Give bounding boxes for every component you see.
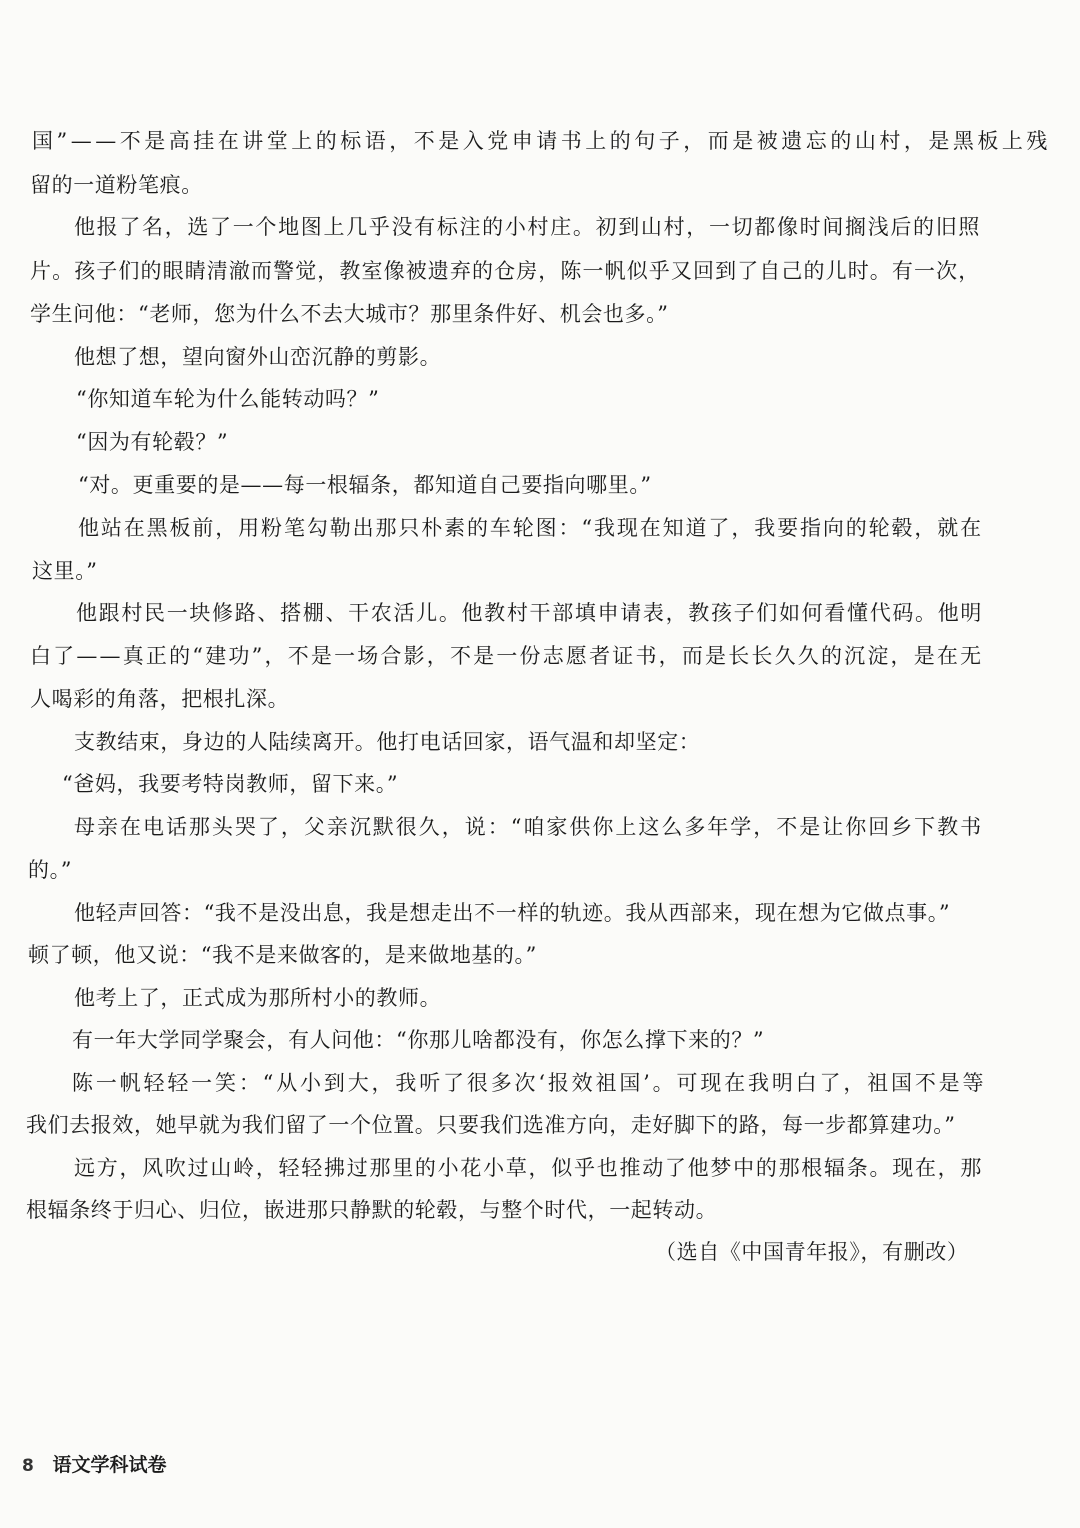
text-line: 他报了名，选了一个地图上几乎没有标注的小村庄。初到山村，一切都像时间搁浅后的旧照 <box>74 215 982 239</box>
page-footer <box>22 1453 166 1478</box>
text-line: “爸妈，我要考特岗教师，留下来。” <box>62 772 399 796</box>
text-line: 人喝彩的角落，把根扎深。 <box>30 687 290 711</box>
text-line: 白了——真正的“建功”，不是一场合影，不是一份志愿者证书，而是长长久久的沉淀，是在无 <box>30 644 984 668</box>
text-line: 的。” <box>28 858 73 882</box>
text-line: 国”——不是高挂在讲堂上的标语，不是入党申请书上的句子，而是被遗忘的山村，是黑板上残 <box>32 129 1051 153</box>
text-line: “对。更重要的是——每一根辐条，都知道自己要指向哪里。” <box>78 473 652 497</box>
text-line: 这里。” <box>32 559 98 583</box>
text-line: 远方，风吹过山岭，轻轻拂过那里的小花小草，似乎也推动了他梦中的那根辐条。现在，那 <box>74 1156 984 1180</box>
text-line: 片。孩子们的眼睛清澈而警觉，教室像被遗弃的仓房，陈一帆似乎又回到了自己的儿时。有一次， <box>30 259 981 283</box>
text-line: 他跟村民一块修路、搭棚、干农活儿。他教村干部填申请表，教孩子们如何看懂代码。他明 <box>76 601 984 625</box>
text-line: 他站在黑板前，用粉笔勾勒出那只朴素的车轮图：“我现在知道了，我要指向的轮毂，就在 <box>78 516 984 540</box>
text-line: “你知道车轮为什么能转动吗？” <box>76 387 380 411</box>
text-line: 支教结束，身边的人陆续离开。他打电话回家，语气温和却坚定： <box>74 730 701 754</box>
text-line: “因为有轮毂？” <box>76 430 229 454</box>
text-line: 学生问他：“老师，您为什么不去大城市？那里条件好、机会也多。” <box>30 302 669 326</box>
text-line: 母亲在电话那头哭了，父亲沉默很久，说：“咱家供你上这么多年学，不是让你回乡下教书 <box>74 815 984 839</box>
text-line: 有一年大学同学聚会，有人问他：“你那儿啥都没有，你怎么撑下来的？” <box>72 1028 765 1052</box>
text-line: 根辐条终于归心、归位，嵌进那只静默的轮毂，与整个时代，一起转动。 <box>26 1198 718 1222</box>
source-citation: （选自《中国青年报》，有删改） <box>655 1240 969 1264</box>
page-number: 8 <box>22 1456 34 1476</box>
text-line: 他考上了，正式成为那所村小的教师。 <box>74 986 442 1010</box>
text-line: 陈一帆轻轻一笑：“从小到大，我听了很多次‘报效祖国’。可现在我明白了，祖国不是等 <box>72 1071 987 1095</box>
text-line: 我们去报效，她早就为我们留了一个位置。只要我们选准方向，走好脚下的路，每一步都算建功。” <box>26 1113 956 1137</box>
text-line: 顿了顿，他又说：“我不是来做客的，是来做地基的。” <box>28 943 537 967</box>
footer-title: 语文学科试卷 <box>52 1454 167 1476</box>
text-line: 他轻声回答：“我不是没出息，我是想走出不一样的轨迹。我从西部来，现在想为它做点事。” <box>74 901 951 925</box>
text-line: 他想了想，望向窗外山峦沉静的剪影。 <box>74 345 442 369</box>
text-line: 留的一道粉笔痕。 <box>30 173 203 197</box>
